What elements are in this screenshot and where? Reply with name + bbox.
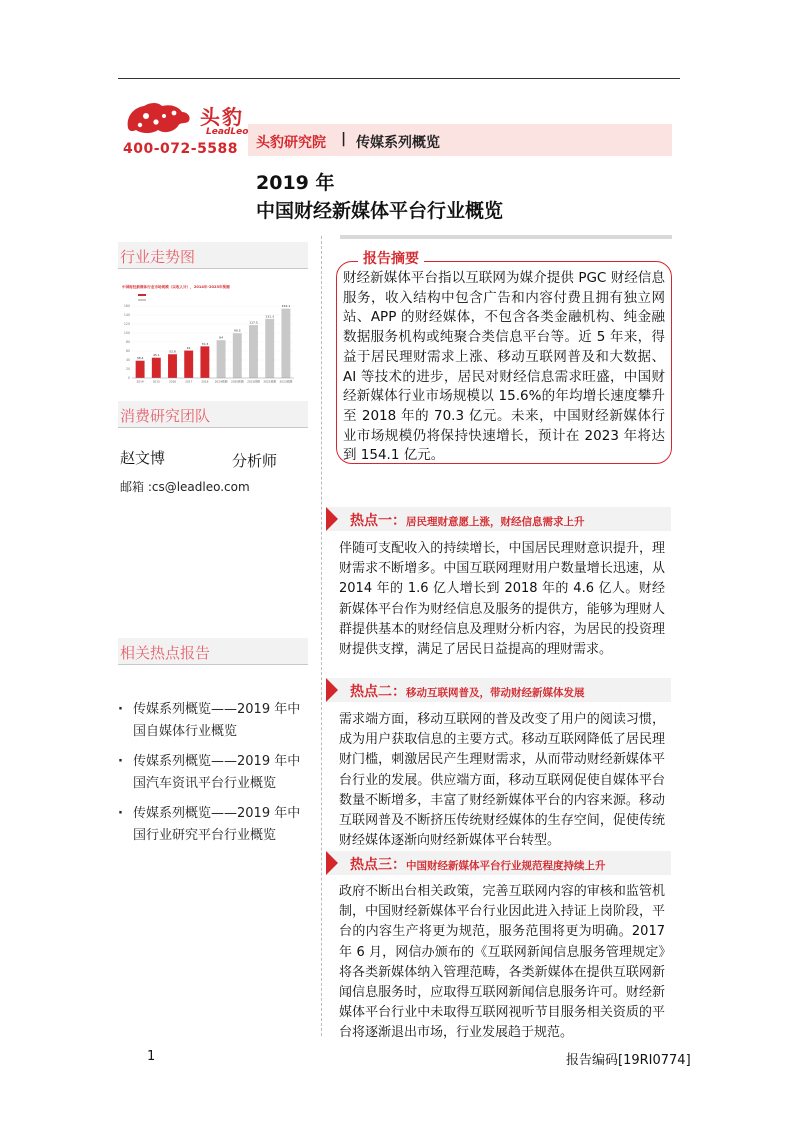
hotpoint-heading bbox=[350, 854, 606, 874]
series-institute: 头豹研究院 bbox=[256, 135, 326, 151]
chart-bar bbox=[265, 319, 274, 378]
y-tick-label: 0 bbox=[127, 376, 130, 381]
hotpoint-heading bbox=[350, 681, 585, 701]
x-tick-label: 2017 bbox=[185, 379, 193, 384]
x-tick-label: 2021预测 bbox=[247, 379, 260, 384]
y-tick-label: 60 bbox=[125, 349, 130, 354]
x-tick-label: 2018 bbox=[201, 379, 209, 384]
bar-value-label: 131.3 bbox=[265, 314, 274, 319]
y-tick-label: 100 bbox=[123, 331, 130, 336]
chart-bar bbox=[217, 340, 226, 378]
leopard-logo-icon bbox=[124, 98, 194, 138]
team-heading: 消费研究团队 bbox=[118, 401, 308, 427]
hotpoint-arrow-icon bbox=[326, 851, 338, 875]
x-tick-label: 2020预测 bbox=[230, 379, 244, 384]
bar-value-label: 117.5 bbox=[249, 320, 258, 325]
y-tick-label: 160 bbox=[123, 304, 130, 309]
report-title: 中国财经新媒体平台行业概览 bbox=[256, 200, 504, 222]
chart-bar bbox=[168, 354, 177, 378]
chart-bar bbox=[281, 309, 290, 378]
bar-value-label: 99.5 bbox=[233, 328, 241, 333]
x-tick-label: 2023预测 bbox=[279, 379, 293, 384]
report-year: 2019 年 bbox=[256, 172, 335, 194]
bar-value-label: 70.3 bbox=[201, 341, 209, 346]
column-divider bbox=[321, 236, 322, 1036]
logo-chinese-text: 头豹 bbox=[200, 105, 244, 129]
related-report-link[interactable] bbox=[118, 751, 310, 795]
trend-chart-thumbnail bbox=[118, 280, 298, 390]
top-rule bbox=[118, 78, 680, 79]
related-report-title: 传媒系列概览——2019 年中国行业研究平台行业概览 bbox=[133, 806, 301, 843]
y-tick-label: 140 bbox=[123, 313, 130, 318]
legend-swatch-forecast bbox=[138, 299, 146, 301]
chart-bar bbox=[152, 358, 161, 378]
chart-bar bbox=[136, 361, 145, 378]
team-heading-rule bbox=[118, 427, 308, 428]
analyst-role: 分析师 bbox=[232, 452, 278, 470]
related-heading-rule bbox=[118, 664, 308, 665]
hotpoint-label: 热点一： bbox=[350, 513, 406, 529]
hotpoint-body: 需求端方面，移动互联网的普及改变了用户的阅读习惯，成为用户获取信息的主要方式。移动互联网降低了居民理财门槛，刺激居民产生理财需求，从而带动财经新媒体平台行业的发展。供应端方面，移动互联网促使自媒体平台数量不断增多，丰富了财经新媒体平台的内容来源。移动互联网普及不断挤压传统财经媒体的生存空间，促使传统财经媒体逐渐向财经新媒体平台转型。 bbox=[339, 712, 665, 849]
chart-title: 中国财经新媒体行业市场规模（以收入计），2014年-2023年预测 bbox=[122, 285, 230, 289]
bar-value-label: 61 bbox=[186, 346, 191, 351]
page-number: 1 bbox=[147, 1049, 156, 1064]
x-tick-label: 2022预测 bbox=[263, 379, 277, 384]
related-report-title: 传媒系列概览——2019 年中国自媒体行业概览 bbox=[133, 702, 301, 739]
related-report-link[interactable] bbox=[118, 699, 310, 743]
hotpoint-description: 中国财经新媒体平台行业规范程度持续上升 bbox=[406, 860, 606, 872]
logo-english-text: LeadLeo bbox=[206, 127, 249, 137]
abstract-label-wrap bbox=[358, 248, 424, 268]
bar-value-label: 84 bbox=[219, 335, 224, 340]
chart-bar bbox=[200, 346, 209, 378]
bar-value-label: 45.1 bbox=[152, 353, 160, 358]
bullet: · bbox=[118, 754, 123, 769]
y-tick-label: 20 bbox=[125, 367, 130, 372]
chart-bar bbox=[184, 351, 193, 378]
bullet: · bbox=[118, 806, 123, 821]
y-tick-label: 40 bbox=[125, 358, 130, 363]
hotpoint-label: 热点二： bbox=[350, 684, 406, 700]
x-tick-label: 2015 bbox=[152, 379, 160, 384]
report-code: 报告编码[19RI0774] bbox=[566, 1053, 691, 1068]
chart-bar bbox=[233, 333, 242, 378]
trend-heading-rule bbox=[118, 268, 308, 269]
chart-legend bbox=[138, 294, 146, 301]
related-report-link[interactable] bbox=[118, 803, 310, 847]
y-tick-label: 120 bbox=[123, 322, 130, 327]
series-name: 传媒系列概览 bbox=[356, 135, 440, 151]
hotpoint-description: 居民理财意愿上涨，财经信息需求上升 bbox=[406, 516, 585, 528]
trend-heading: 行业走势图 bbox=[118, 242, 308, 268]
abstract-text: 财经新媒体平台指以互联网为媒介提供 PGC 财经信息服务，收入结构中包含广告和内容付费且拥有独立网站、APP 的财经媒体，不包含各类金融机构、纯金融数据服务机构或纯聚合类信息平台等。近 5 年来，得益于居民理财需求上涨、移动互联网普及和大数据、AI 等技术的进步，居民对财经信息需求旺盛，中国财经新媒体行业市场规模以 15.6%的年均增长速度攀升至 2018 年的 70.3 亿元。未来，中国财经新媒体行业市场规模仍将保持快速增长，预计在 2023 年将达到 154.1 亿元。 bbox=[343, 270, 665, 464]
y-tick-label: 80 bbox=[125, 340, 130, 345]
legend-swatch-actual bbox=[138, 294, 146, 296]
series-separator: | bbox=[341, 131, 347, 147]
analyst-name: 赵文博 bbox=[120, 449, 166, 467]
bullet: · bbox=[118, 702, 123, 717]
hotpoint-arrow-icon bbox=[326, 678, 338, 702]
hotpoint-heading bbox=[350, 510, 585, 530]
bar-value-label: 52.8 bbox=[169, 349, 176, 354]
title-divider bbox=[340, 235, 672, 239]
chart-bar bbox=[249, 325, 258, 378]
x-tick-label: 2019预测 bbox=[214, 379, 228, 384]
bar-value-label: 154.1 bbox=[281, 304, 291, 309]
hotpoint-body: 政府不断出台相关政策，完善互联网内容的审核和监管机制，中国财经新媒体平台行业因此进入持证上岗阶段，平台的内容生产将更为规范，服务范围将更为明确。2017 年 6 月，网信办颁布的《互联网新闻信息服务管理规定》将各类新媒体纳入管理范畴，各类新媒体在提供互联网新闻信息服务时，应取得互联网新闻信息服务许可。财经新媒体平台行业中未取得互联网视听节目服务相关资质的平台将逐渐退出市场，行业发展趋于规范。 bbox=[339, 884, 665, 1041]
hotpoint-body: 伴随可支配收入的持续增长，中国居民理财意识提升，理财需求不断增多。中国互联网理财用户数量增长迅速，从 2014 年的 1.6 亿人增长到 2018 年的 4.6 亿人。财经新媒体平台作为财经信息及服务的提供方，能够为理财人群提供基本的财经信息及理财分析内容，为居民的投资理财提供支撑，满足了居民日益提高的理财需求。 bbox=[339, 541, 665, 658]
hotpoint-label: 热点三： bbox=[350, 857, 406, 873]
analyst-email[interactable]: 邮箱 :cs@leadleo.com bbox=[120, 480, 250, 494]
hotpoint-description: 移动互联网普及，带动财经新媒体发展 bbox=[406, 687, 585, 699]
related-heading: 相关热点报告 bbox=[118, 638, 308, 664]
x-tick-label: 2014 bbox=[136, 379, 144, 384]
related-report-title: 传媒系列概览——2019 年中国汽车资讯平台行业概览 bbox=[133, 754, 301, 791]
abstract-label: 报告摘要 bbox=[363, 251, 419, 267]
x-tick-label: 2016 bbox=[168, 379, 177, 384]
hotpoint-arrow-icon bbox=[326, 507, 338, 531]
bar-value-label: 38.4 bbox=[136, 356, 144, 361]
hotline-number: 400-072-5588 bbox=[123, 141, 239, 157]
